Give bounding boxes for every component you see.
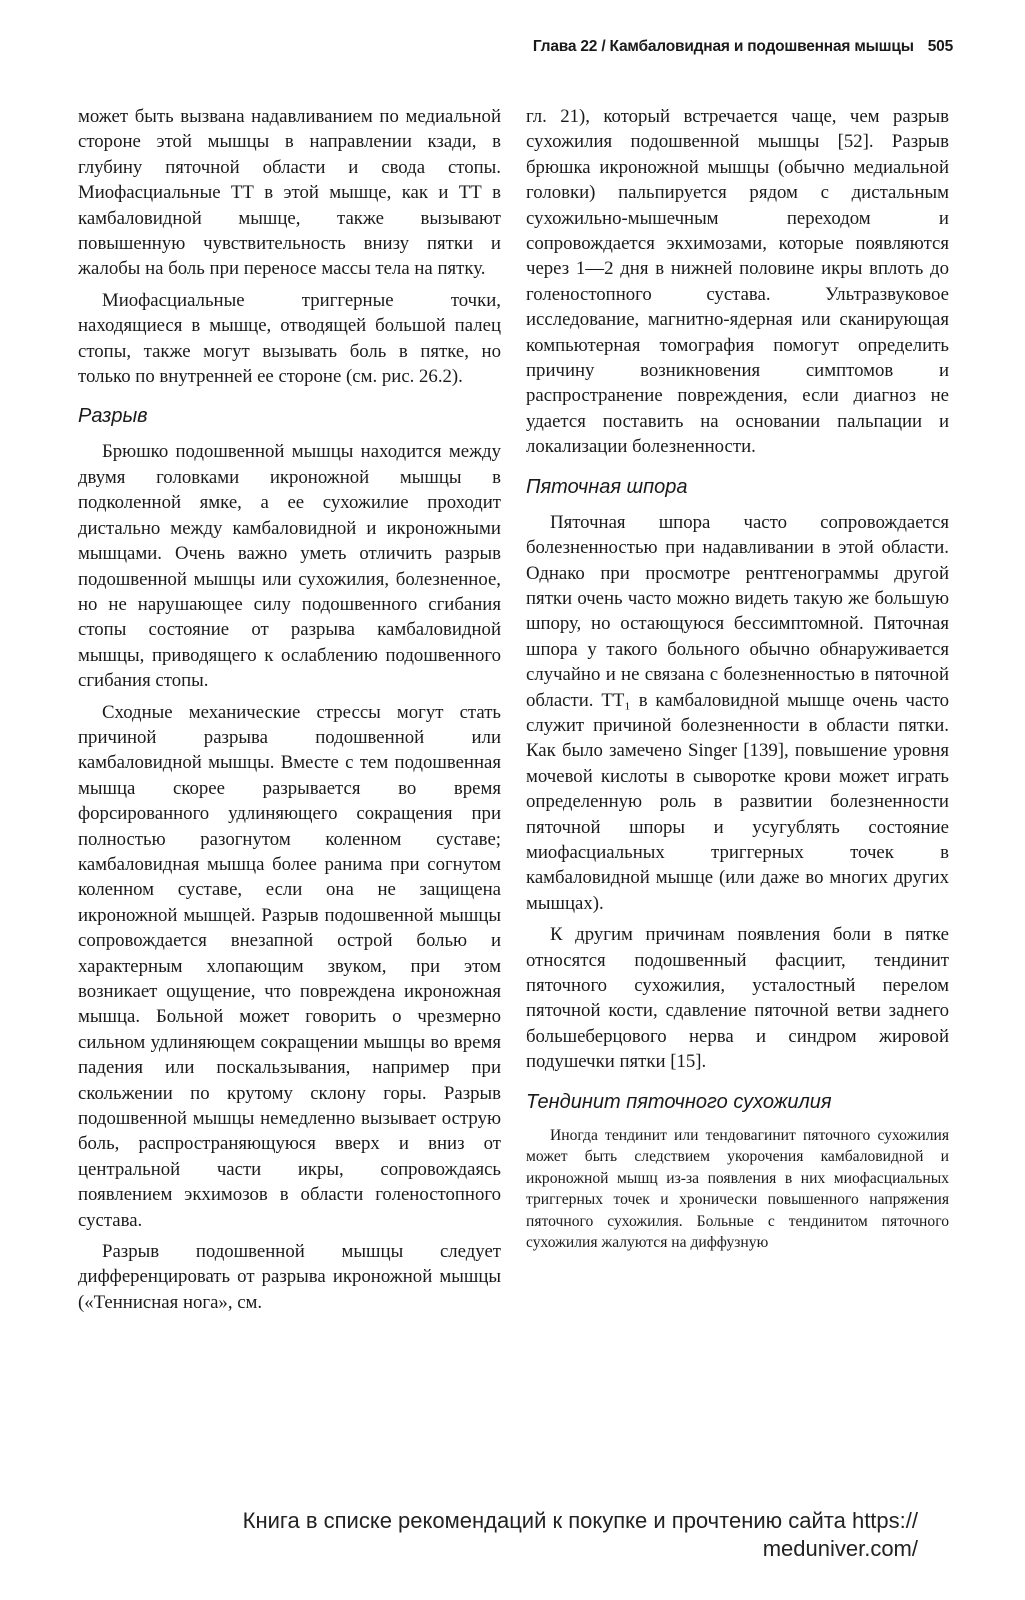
paragraph: Пяточная шпора часто сопровождается болезненностью при надавливании в этой области. Однако при просмотре рентгенограммы другой пятки очень часто можно видеть такую же большую шпору, но остающуюся бессимптомной. Пяточная шпора у такого больного обычно обнаруживается случайно и не связана с болезненностью в пяточной области. ТТ₁ в камбаловидной мышце очень часто служит причиной болезненности в области пятки. Как было замечено Singer [139], повышение уровня мочевой кислоты в сыворотке крови может играть определенную роль в развитии болезненности пяточной шпоры и усугублять состояние миофасциальных триггерных точек в камбаловидной мышце (или даже во многих других мышцах). (526, 511, 949, 914)
running-header (80, 38, 953, 56)
paragraph: К другим причинам появления боли в пятке относятся подошвенный фасциит, тендинит пяточного сухожилия, усталостный перелом пяточной кости, сдавление пяточной ветви заднего большеберцового нерва и синдром жировой подушечки пятки [15]. (526, 924, 949, 1073)
right-column (526, 104, 949, 1254)
paragraph: может быть вызвана надавливанием по медиальной стороне этой мышцы в направлении кзади, в глубину пяточной области и свода стопы. Миофасциальные ТТ в этой мышце, как и ТТ в камбаловидной мышце, также вызывают повышенную чувствительность внизу пятки и жалобы на боль при переносе массы тела на пятку. (78, 106, 501, 280)
paragraph: Иногда тендинит или тендовагинит пяточного сухожилия может быть следствием укорочения камбаловидной и икроножной мышц из-за появления в них миофасциальных триггерных точек и хронически повышенного напряжения пяточного сухожилия. Больные с тендинитом пяточного сухожилия жалуются на диффузную (526, 1126, 949, 1252)
paragraph: Разрыв подошвенной мышцы следует дифференцировать от разрыва икроножной мышцы («Теннисная нога», см. (78, 1241, 501, 1313)
left-column (78, 104, 501, 1315)
chapter-title: Глава 22 / Камбаловидная и подошвенная мышцы (532, 38, 914, 55)
footer-link[interactable]: meduniver.com/ (762, 1536, 918, 1561)
paragraph: Брюшко подошвенной мышцы находится между двумя головками икроножной мышцы в подколенной ямке, а ее сухожилие проходит дистально между камбаловидной и икроножными мышцами. Очень важно уметь отличить разрыв подошвенной мышцы или сухожилия, болезненное, но не нарушающее силу подошвенного сгибания стопы состояние от разрыва камбаловидной мышцы, приводящего к ослаблению подошвенного сгибания стопы. (78, 441, 501, 692)
watermark-footer (150, 1507, 918, 1563)
section-heading-rupture: Разрыв (78, 405, 148, 428)
paragraph: Миофасциальные триггерные точки, находящиеся в мышце, отводящей большой палец стопы, также могут вызывать боль в пятке, но только по внутренней ее стороне (см. рис. 26.2). (78, 289, 501, 388)
paragraph: Сходные механические стрессы могут стать причиной разрыва подошвенной или камбаловидной мышцы. Вместе с тем подошвенная мышца скорее разрывается во время форсированного удлиняющего сокращения при полностью разогнутом коленном суставе; камбаловидная мышца более ранима при согнутом коленном суставе, если она не защищена икроножной мышцей. Разрыв подошвенной мышцы сопровождается внезапной острой болью и характерным хлопающим звуком, при этом возникает ощущение, что повреждена икроножная мышца. Больной может говорить о чрезмерно сильном удлиняющем сокращении мышцы во время падения или поскальзывания, например при скольжении по крутому склону горы. Разрыв подошвенной мышцы немедленно вызывает острую боль, распространяющуюся вверх и вниз от центральной части икры, сопровождаясь появлением экхимозов в области голеностопного сустава. (78, 701, 501, 1231)
footer-line: Книга в списке рекомендаций к покупке и прочтению сайта https:// (242, 1508, 918, 1533)
section-heading-tendinitis: Тендинит пяточного сухожилия (526, 1090, 832, 1113)
paragraph: гл. 21), который встречается чаще, чем разрыв сухожилия подошвенной мышцы [52]. Разрыв брюшка икроножной мышцы (обычно медиальной головки) пальпируется рядом с дистальным сухожильно-мышечным переходом и сопровождается экхимозами, которые появляются через 1—2 дня в нижней половине икры вплоть до голеностопного сустава. Ультразвуковое исследование, магнитно-ядерная или сканирующая компьютерная томография помогут определить причину возникновения симптомов и распространение повреждения, если диагноз не удается поставить на основании пальпации и локализации болезненности. (526, 106, 949, 458)
section-heading-heel-spur: Пяточная шпора (526, 475, 688, 498)
page-number: 505 (927, 38, 953, 55)
